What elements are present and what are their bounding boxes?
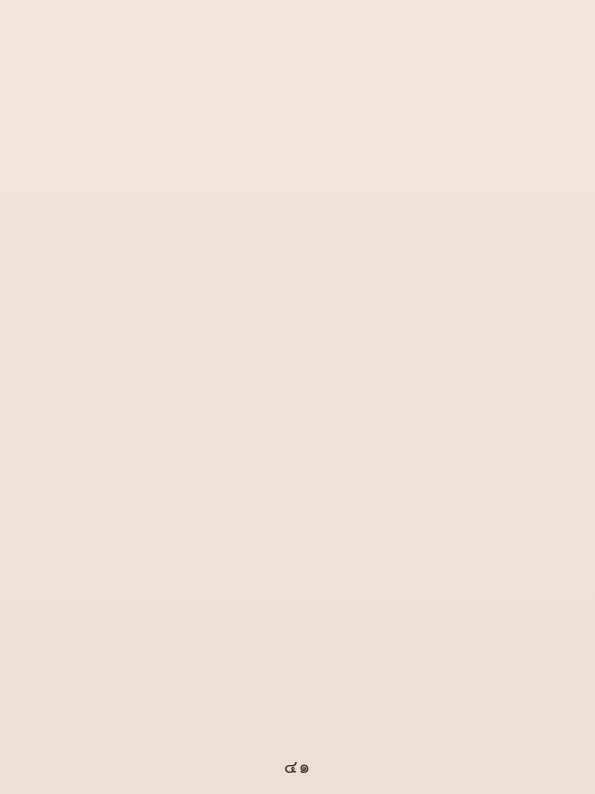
text-column-middle — [222, 26, 382, 738]
text-columns — [40, 26, 565, 738]
page-number: ๔๑ — [283, 757, 312, 778]
text-column-right — [405, 26, 565, 738]
text-column-left — [40, 26, 200, 738]
